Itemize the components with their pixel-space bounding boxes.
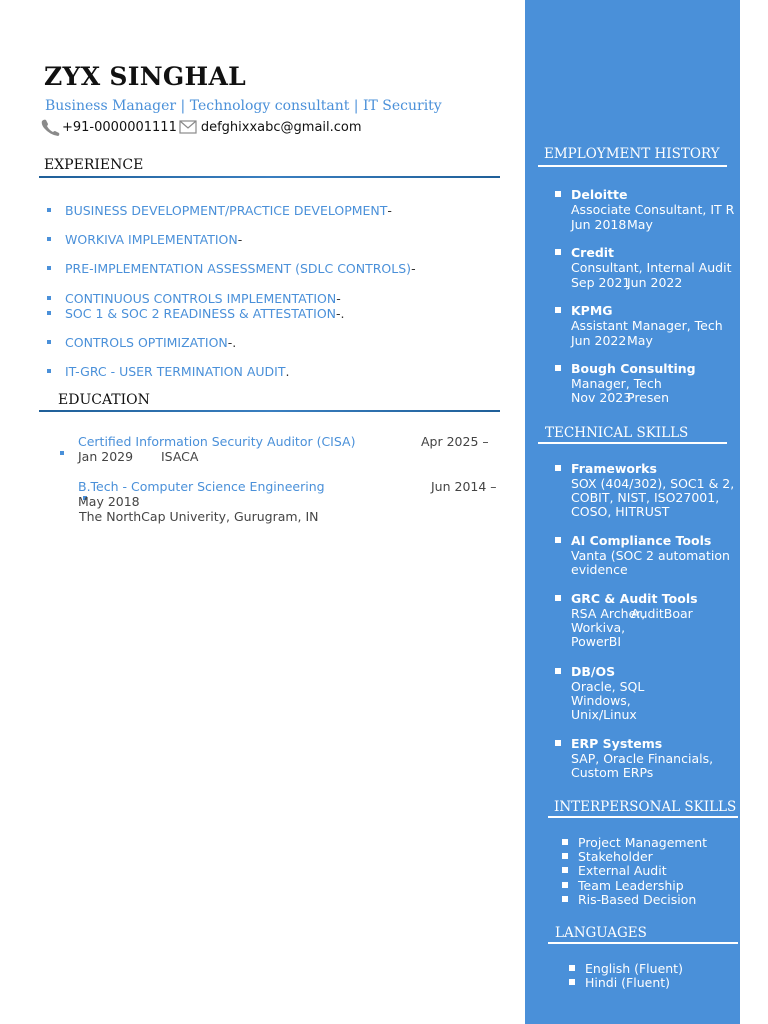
education-org: The NorthCap Univerity, Gurugram, IN: [79, 509, 319, 524]
interpersonal-item: Team Leadership: [562, 878, 684, 893]
technical-skills-heading: TECHNICAL SKILLS: [545, 425, 689, 441]
languages-divider: [548, 942, 738, 944]
employment-company: Credit: [555, 245, 614, 260]
bullet-icon: [555, 595, 561, 601]
skill-line: Unix/Linux: [571, 707, 637, 722]
education-title: B.Tech - Computer Science Engineering: [78, 479, 325, 494]
email-address[interactable]: defghixxabc@gmail.com: [200, 119, 362, 135]
bullet-icon: [562, 882, 568, 888]
phone-icon: [40, 118, 62, 136]
employment-company: Deloitte: [555, 187, 627, 202]
phone-number[interactable]: +91-0000001111: [62, 119, 177, 135]
bullet-icon: [47, 369, 51, 373]
bullet-icon: [47, 208, 51, 212]
skill-line: Custom ERPs: [571, 765, 654, 780]
employment-start: Nov 2023: [571, 390, 632, 405]
languages-heading: LANGUAGES: [555, 925, 647, 941]
experience-item: IT-GRC - USER TERMINATION AUDIT .: [47, 364, 289, 379]
employment-company: Bough Consulting: [555, 361, 696, 376]
skill-line: AuditBoar: [631, 606, 693, 621]
bullet-icon: [562, 896, 568, 902]
employment-end: May: [627, 333, 653, 348]
bullet-icon: [555, 668, 561, 674]
skill-line: Oracle, SQL: [571, 679, 645, 694]
bullet-icon: [569, 979, 575, 985]
contact-line: [40, 118, 362, 136]
education-org: ISACA: [161, 449, 199, 464]
education-date-start: Apr 2025 –: [421, 434, 489, 449]
language-item: Hindi (Fluent): [569, 975, 670, 990]
email-icon: [179, 120, 197, 134]
bullet-icon: [47, 266, 51, 270]
skill-group-name: AI Compliance Tools: [555, 533, 711, 548]
experience-item: WORKIVA IMPLEMENTATION -: [47, 232, 242, 247]
skill-line: Windows,: [571, 693, 631, 708]
bullet-icon: [555, 249, 561, 255]
skill-line: evidence: [571, 562, 628, 577]
bullet-icon: [562, 853, 568, 859]
experience-item: SOC 1 & SOC 2 READINESS & ATTESTATION -.: [47, 306, 345, 321]
skill-group-name: DB/OS: [555, 664, 615, 679]
employment-heading: EMPLOYMENT HISTORY: [544, 146, 720, 162]
skill-group-name: ERP Systems: [555, 736, 662, 751]
employment-company: KPMG: [555, 303, 613, 318]
education-title: Certified Information Security Auditor (CISA): [78, 434, 356, 449]
interpersonal-item: Ris-Based Decision: [562, 892, 696, 907]
bullet-icon: [47, 340, 51, 344]
bullet-icon: [47, 311, 51, 315]
bullet-icon: [555, 365, 561, 371]
employment-start: Jun 2022: [571, 333, 627, 348]
skill-line: PowerBI: [571, 634, 622, 649]
experience-item: CONTROLS OPTIMIZATION -.: [47, 335, 236, 350]
bullet-icon: [47, 296, 51, 300]
interpersonal-item: External Audit: [562, 863, 667, 878]
interpersonal-heading: INTERPERSONAL SKILLS: [554, 799, 737, 815]
technical-skills-divider: [538, 442, 727, 444]
skill-line: RSA Archer,: [571, 606, 646, 621]
experience-heading: EXPERIENCE: [44, 157, 144, 173]
skill-line: COBIT, NIST, ISO27001,: [571, 490, 720, 505]
bullet-icon: [47, 237, 51, 241]
skill-line: COSO, HITRUST: [571, 504, 670, 519]
employment-role: Manager, Tech: [571, 376, 662, 391]
employment-divider: [538, 165, 727, 167]
skill-group-name: Frameworks: [555, 461, 657, 476]
language-item: English (Fluent): [569, 961, 683, 976]
bullet-icon: [555, 537, 561, 543]
skill-line: SAP, Oracle Financials,: [571, 751, 714, 766]
employment-role: Associate Consultant, IT R: [571, 202, 735, 217]
candidate-subtitle: Business Manager | Technology consultant | IT Security: [45, 98, 442, 114]
interpersonal-item: Stakeholder: [562, 849, 653, 864]
skill-group-name: GRC & Audit Tools: [555, 591, 698, 606]
bullet-icon: [60, 451, 64, 455]
employment-start: Jun 2018: [571, 217, 627, 232]
bullet-icon: [555, 465, 561, 471]
employment-end: Jun 2022: [627, 275, 683, 290]
skill-line: SOX (404/302), SOC1 & 2,: [571, 476, 735, 491]
bullet-icon: [562, 839, 568, 845]
bullet-icon: [562, 867, 568, 873]
employment-end: May: [627, 217, 653, 232]
education-divider: [39, 410, 500, 412]
skill-line: Workiva,: [571, 620, 626, 635]
experience-item: PRE-IMPLEMENTATION ASSESSMENT (SDLC CONTROLS) -: [47, 261, 416, 276]
candidate-name: ZYX SINGHAL: [44, 62, 247, 91]
interpersonal-item: Project Management: [562, 835, 707, 850]
skill-line: Vanta (SOC 2 automation: [571, 548, 730, 563]
employment-role: Consultant, Internal Audit: [571, 260, 732, 275]
bullet-icon: [555, 307, 561, 313]
education-date-end: Jan 2029: [78, 449, 134, 464]
experience-divider: [39, 176, 500, 178]
education-date-end: May 2018: [78, 494, 140, 509]
bullet-icon: [555, 191, 561, 197]
experience-item: CONTINUOUS CONTROLS IMPLEMENTATION -: [47, 291, 341, 306]
experience-item: BUSINESS DEVELOPMENT/PRACTICE DEVELOPMENT -: [47, 203, 392, 218]
bullet-icon: [569, 965, 575, 971]
interpersonal-divider: [548, 816, 738, 818]
education-date-start: Jun 2014 –: [431, 479, 497, 494]
employment-start: Sep 2021: [571, 275, 631, 290]
employment-role: Assistant Manager, Tech: [571, 318, 723, 333]
bullet-icon: [555, 740, 561, 746]
sidebar: [525, 0, 740, 1024]
education-heading: EDUCATION: [58, 392, 150, 408]
employment-end: Presen: [627, 390, 669, 405]
